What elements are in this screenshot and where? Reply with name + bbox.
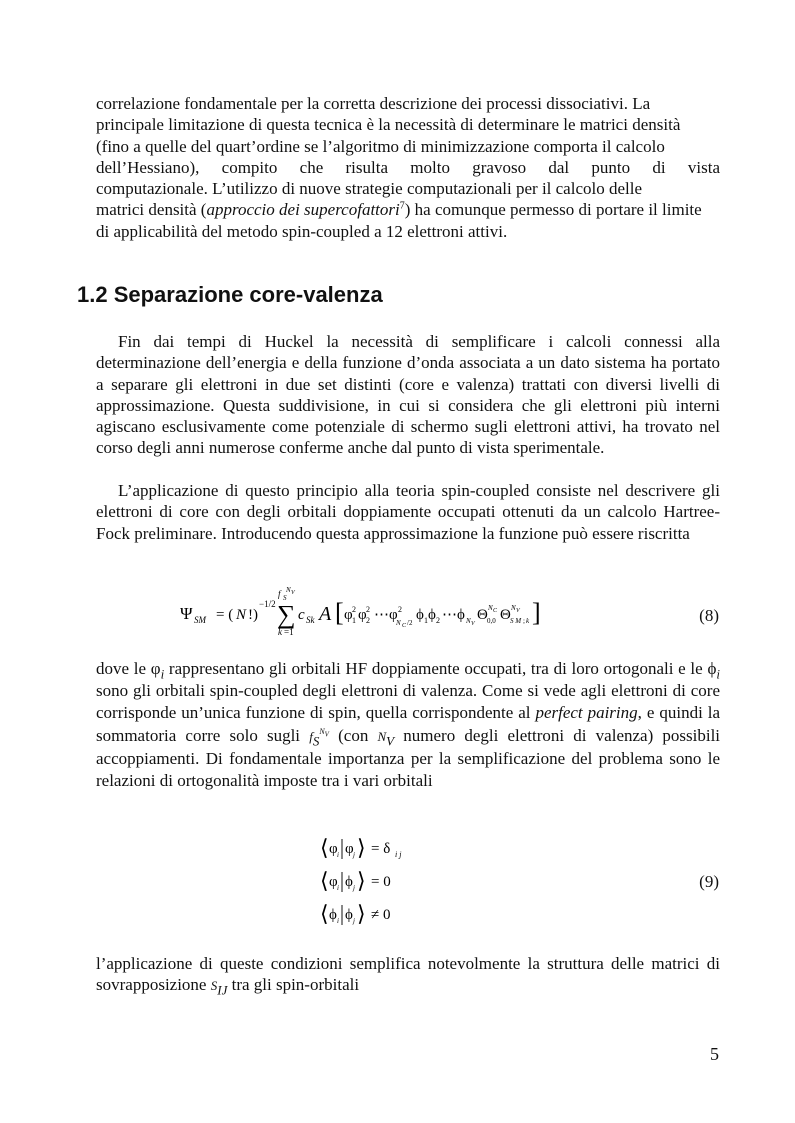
svg-text:ϕ: ϕ: [329, 907, 337, 923]
body-paragraph: l’applicazione di queste condizioni semplifica notevolmente la struttura delle matrici di sovrapposizione $S_{IJ}$ tra gli spin-orbitali: [96, 954, 720, 998]
svg-text:[: [: [335, 598, 344, 627]
intro-line: principale limitazione di questa tecnica è la necessità di determinare le matrici densità: [96, 115, 681, 135]
svg-text:⟨: ⟨: [320, 868, 329, 893]
svg-text:N: N: [466, 617, 471, 625]
equation-9: [320, 833, 440, 933]
svg-text:Ψ: Ψ: [180, 604, 193, 623]
body-paragraph: L’applicazione di questo principio alla teoria spin-coupled consiste nel descrivere gli elettroni di core con degli orbitali doppiamente occupati ottenuti da un calcolo Hartree-Fock preliminare. Introducendo questa approssimazione la funzione può essere riscritta: [96, 481, 720, 543]
svg-text:A: A: [319, 603, 332, 625]
svg-text:V: V: [291, 590, 295, 596]
svg-text:= 0: = 0: [371, 874, 391, 890]
svg-text:!): !): [248, 607, 258, 623]
intro-line: di applicabilità del metodo spin-coupled a 12 elettroni attivi.: [96, 221, 508, 241]
body-paragraph: dove le $\varphi_i$ rappresentano gli orbitali HF doppiamente occupati, tra di loro ortogonali e le $\phi_i$ sono gli orbitali spin-coupled degli elettroni di valenza. Come si vede agli elettroni di core corrisponde un’unica funzione di spin, quella corrispondente al perfect pairing, e quindi la sommatoria corre solo sugli $f_S^{N_V}$ (con $N_V$ numero degli elettroni di valenza) possibili accoppiamenti. Di fondamentale importanza per la semplificazione del problema sono le relazioni di ortogonalità imposte tra i vari orbitali: [96, 659, 721, 791]
equation-number: (8): [699, 606, 719, 625]
svg-text:C: C: [493, 608, 498, 614]
svg-text:≠ 0: ≠ 0: [371, 907, 391, 923]
svg-text:φ: φ: [344, 607, 353, 623]
svg-text:2: 2: [398, 605, 402, 614]
symbol-phi-core: $\varphi_i$: [150, 659, 165, 682]
intro-line: (fino a quelle del quart’ordine se l’algoritmo di minimizzazione comporta il calcolo: [96, 136, 665, 156]
svg-text:⋯ϕ: ⋯ϕ: [442, 607, 465, 623]
svg-text:j: j: [353, 851, 355, 859]
svg-text:Θ: Θ: [477, 607, 488, 623]
svg-text:C: C: [402, 623, 407, 629]
svg-text:N: N: [396, 619, 401, 627]
svg-text:N: N: [511, 604, 516, 612]
svg-text:S M: S M: [510, 617, 522, 625]
symbol-phi-valence: $\phi_i$: [707, 659, 721, 682]
intro-paragraph: [96, 93, 720, 242]
svg-text:ϕ: ϕ: [416, 607, 424, 623]
intro-line: dell’Hessiano), compito che risulta molto gravoso dal punto di vista: [96, 157, 720, 177]
svg-text:]: ]: [532, 598, 541, 627]
svg-text:= δ: = δ: [371, 841, 391, 857]
svg-text:ϕ: ϕ: [428, 607, 436, 623]
svg-text:⟩: ⟩: [357, 901, 366, 926]
svg-text:V: V: [471, 621, 475, 627]
svg-text:i: i: [337, 917, 339, 925]
svg-text:⟨: ⟨: [320, 835, 329, 860]
svg-text:1: 1: [352, 616, 356, 625]
svg-text:2: 2: [366, 605, 370, 614]
svg-text:ϕ: ϕ: [345, 907, 353, 923]
svg-text:i j: i j: [395, 850, 402, 859]
svg-text:⟨: ⟨: [320, 901, 329, 926]
svg-text:i: i: [337, 884, 339, 892]
svg-text:Sk: Sk: [306, 615, 315, 625]
svg-text:/2: /2: [407, 619, 413, 627]
svg-text:⋯φ: ⋯φ: [374, 607, 398, 623]
svg-text:V: V: [516, 608, 520, 614]
svg-text:N: N: [236, 607, 247, 623]
symbol-nv: $N_V$: [377, 728, 395, 748]
svg-text:⟩: ⟩: [357, 868, 366, 893]
svg-text:φ: φ: [345, 841, 354, 857]
svg-text:=1: =1: [284, 627, 294, 637]
svg-text:i: i: [337, 851, 339, 859]
citation-ref: 7: [399, 200, 405, 212]
svg-text:ϕ: ϕ: [345, 874, 353, 890]
svg-text:k: k: [278, 627, 282, 637]
svg-text:φ: φ: [358, 607, 367, 623]
svg-text:−1/2: −1/2: [259, 599, 276, 609]
svg-text:j: j: [353, 917, 355, 925]
intro-line: matrici densità (approccio dei supercofattori$^7$) ha comunque permesso di portare il limite: [96, 200, 702, 220]
page-number: 5: [710, 1044, 719, 1064]
section-heading: 1.2 Separazione core-valenza: [77, 282, 383, 307]
svg-text:;: ;: [523, 617, 525, 625]
svg-text:2: 2: [352, 605, 356, 614]
svg-text:φ: φ: [329, 874, 338, 890]
svg-text:SM: SM: [194, 615, 206, 625]
svg-text:Θ: Θ: [500, 607, 511, 623]
svg-text:φ: φ: [329, 841, 338, 857]
svg-text:j: j: [353, 884, 355, 892]
intro-line: correlazione fondamentale per la corretta descrizione dei processi dissociativi. La: [96, 94, 651, 113]
equation-number: (9): [699, 872, 719, 891]
svg-text:⟩: ⟩: [357, 835, 366, 860]
svg-text:N: N: [488, 604, 493, 612]
svg-text:= (: = (: [216, 607, 234, 623]
svg-text:f: f: [278, 589, 281, 599]
svg-text:1: 1: [424, 616, 428, 625]
svg-text:2: 2: [436, 616, 440, 625]
svg-text:c: c: [298, 607, 305, 623]
svg-text:0,0: 0,0: [487, 617, 496, 625]
svg-text:S: S: [283, 594, 287, 602]
italic-term: approccio dei supercofattori: [206, 200, 400, 220]
body-paragraph: Fin dai tempi di Huckel la necessità di semplificare i calcoli connessi alla determinazione dell’energia e della funzione d’onda associata a un dato sistema ha portato a separare gli elettroni in due set distinti (core e valenza) trattati con diversi livelli di approssimazione. Questa suddivisione, in cui si considera che gli elettroni più interni agiscano esclusivamente come potenziale di schermo sugli elettroni attivi, ha trovato nel corso degli anni numerose conferme anche dal punto di vista sperimentale.: [96, 332, 720, 458]
svg-text:2: 2: [366, 616, 370, 625]
symbol-f-s-nv: $f_S^{N_V}$: [309, 726, 329, 748]
intro-line: computazionale. L’utilizzo di nuove strategie computazionali per il calcolo delle: [96, 179, 643, 199]
svg-text:∑: ∑: [277, 600, 296, 629]
equation-8: [180, 585, 580, 640]
symbol-s-ij: $S_{IJ}$: [210, 978, 228, 998]
italic-term: perfect pairing: [535, 703, 638, 723]
svg-text:k: k: [526, 617, 530, 625]
svg-text:N: N: [286, 586, 291, 594]
